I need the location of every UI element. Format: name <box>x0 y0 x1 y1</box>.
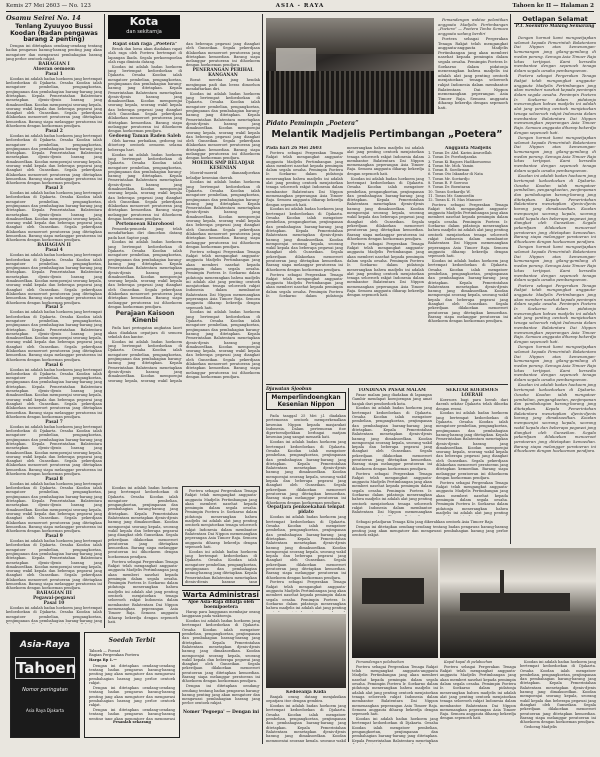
midleft-para: Pada tanggal 25 Mei j.l. diadakan pertemoean oentoek memperkenalkan kesenian Nippon kepada masjarakat Indonesia. Dalam pertemoean itoe dipertoendjoekkan berbagai matjam kesenian jang sangat menarik hati. <box>266 414 346 440</box>
col1-kicker: Osamu Seirei No. 14 <box>6 14 81 22</box>
col1-para: Koodan ini adalah badan hoekoem jang bertempat kedoedoekan di Djakarta. Oesaha Koodan ialah mengatoer pembelian, pengangkoetan, penjimpanan dan pembahagian barang-barang jang ditetapkan. Kepala Pemerintahan Balatentara menetapkan djenis-djenis barang jang dimaksoedkan. Koodan mempoenjai seorang kepala, seorang wakil kepala dan beberapa pegawai jang diangkat oleh Gunseikan. Segala pekerdjaan dilakoekan menoeroet peratoeran jang ditetapkan kemoedian. Barang siapa melanggar peratoeran ini dihoekoem dengan hoekoeman pendjara. <box>6 76 102 129</box>
warta-admin <box>182 590 260 740</box>
midright-title: TONDINAN PASAR MALAM <box>358 388 426 393</box>
center-para: Koodan ini adalah badan hoekoem jang bertempat kedoedoekan di Djakarta. Oesaha Koodan ialah mengatoer pembelian, pengangkoetan, penjimpanan dan pembahagian barang-barang jang ditetapkan. Kepala Pemerintahan Balatentara menetapkan djenis-djenis barang jang dimaksoedkan. Koodan mempoenjai seorang kepala, seorang wakil kepala dan beberapa pegawai jang diangkat oleh Gunseikan. Segala pekerdjaan dilakoekan menoeroet peratoeran jang ditetapkan kemoedian. Barang siapa melanggar peratoeran ini dihoekoem dengan hoekoeman pendjara. <box>266 207 343 272</box>
center-para: Koodan ini adalah badan hoekoem jang bertempat kedoedoekan di Djakarta. Oesaha Koodan ialah mengatoer pembelian, pengangkoetan, penjimpanan dan pembahagian barang-barang jang ditetapkan. Kepala Pemerintahan Balatentara menetapkan djenis-djenis barang jang dimaksoedkan. Koodan mempoenjai seorang kepala, seorang wakil kepala dan beberapa pegawai jang diangkat oleh Gunseikan. Segala pekerdjaan dilakoekan menoeroet peratoeran jang ditetapkan kemoedian. Barang siapa melanggar peratoeran ini dihoekoem dengan hoekoeman pendjara. <box>347 176 424 241</box>
col2-para: Koodan ini adalah badan hoekoem jang bertempat kedoedoekan di Djakarta. Oesaha Koodan ialah mengatoer pembelian, pengangkoetan, penjimpanan dan pembahagian barang-barang jang ditetapkan. Kepala Pemerintahan Balatentara menetapkan djenis-djenis barang jang dimaksoedkan. Koodan mempoenjai seorang kepala, seorang wakil kepala dan beberapa pegawai jang diangkat oleh Gunseikan. Segala pekerdjaan dilakoekan menoeroet peratoeran jang ditetapkan kemoedian. Barang siapa melanggar peratoeran ini dihoekoem dengan hoekoeman pendjara. <box>186 180 260 249</box>
midright-para: Poetera sebagai Pergerakan Tenaga Rakjat telah mengangkat anggauta-anggauta Madjelis Pertimbangan jang akan memberi nasehat kepada pemimpin dalam segala oesaha. Pemimpin Poetera Ir. Soekarno dalam pidatonja menerangkan bahwa madjelis ini adalah alat jang penting oentoek menjatoekan tenaga seloeroeh rakjat Indonesia dalam membantoe Balatentara Dai Nippon memenangkan <box>352 471 432 515</box>
divider <box>262 14 263 744</box>
top-photo <box>266 18 434 114</box>
kota-title: Kota <box>129 15 159 28</box>
harbour-photo <box>352 548 438 658</box>
names-item: 9. Toean Dr. Boentaran <box>428 185 471 190</box>
midleft-para: Koodan ini adalah badan hoekoem jang bertempat kedoedoekan di Djakarta. Oesaha Koodan ialah mengatoer pembelian, pengangkoetan, penjimpanan dan pembahagian barang-barang jang ditetapkan. Kepala Pemerintahan Balatentara menetapkan djenis-djenis barang jang dimaksoedkan. Koodan mempoenjai seorang kepala, seorang wakil kepala dan beberapa pegawai jang diangkat oleh Gunseikan. Segala pekerdjaan dilakoekan menoeroet peratoeran jang ditetapkan kemoedian. Barang siapa melanggar peratoeran ini dihoekoem dengan hoekoeman pendjara. <box>266 440 346 505</box>
midright-para: Koodan ini adalah badan hoekoem jang bertempat kedoedoekan di Djakarta. Oesaha Koodan ialah mengatoer pembelian, pengangkoetan, penjimpanan dan pembahagian barang-barang jang ditetapkan. Kepala Pemerintahan Balatentara menetapkan djenis-djenis barang jang dimaksoedkan. Koodan mempoenjai seorang kepala, seorang wakil kepala dan beberapa pegawai jang diangkat oleh Gunseikan. Segala pekerdjaan dilakoekan menoeroet peratoeran jang ditetapkan kemoedian. Barang siapa melanggar peratoeran ini dihoekoem dengan hoekoeman pendjara. <box>352 406 432 471</box>
col2-para: Koodan ini adalah badan hoekoem jang bertempat kedoedoekan di Djakarta. Oesaha Koodan ialah mengatoer pembelian, pengangkoetan, penjimpanan dan pembahagian barang-barang jang ditetapkan. Kepala Pemerintahan Balatentara menetapkan djenis-djenis barang jang dimaksoedkan. Koodan mempoenjai seorang kepala, seorang wakil kepala dan beberapa pegawai jang diangkat oleh Gunseikan. Segala pekerdjaan dilakoekan menoeroet peratoeran jang ditetapkan kemoedian. Barang siapa melanggar peratoeran ini dihoekoem dengan hoekoeman pendjara. <box>186 310 260 379</box>
midleft-para: Koodan ini adalah badan hoekoem jang bertempat kedoedoekan di Djakarta. Oesaha Koodan ialah mengatoer pembelian, pengangkoetan, penjimpanan dan pembahagian barang-barang jang ditetapkan. Kepala Pemerintahan Balatentara menetapkan djenis-djenis barang jang dimaksoedkan. Koodan mempoenjai seorang kepala, seorang wakil <box>266 704 346 742</box>
col1-para: Koodan ini adalah badan hoekoem jang bertempat kedoedoekan di Djakarta. Oesaha Koodan ialah mengatoer pembelian, pengangkoetan, penjimpanan dan pembahagian barang-barang jang ditetapkan. Kepala Pemerintahan Balatentara menetapkan djenis-djenis barang jang dimaksoedkan. Koodan mempoenjai seorang kepala, seorang wakil kepala dan beberapa pegawai jang diangkat oleh Gunseikan. Segala pekerdjaan dilakoekan menoeroet peratoeran jang ditetapkan kemoedian. Barang siapa melanggar peratoeran ini dihoekoem dengan hoekoeman pendjara. <box>6 253 102 305</box>
admin-subtitle: Ajoe Asia-Raja dibatja oleh boemipoetera <box>187 600 255 610</box>
col2-body <box>108 42 260 482</box>
col1-sec-12: BAHAGIAN III <box>36 591 72 597</box>
harbour-para: Koodan ini adalah badan hoekoem jang bertempat kedoedoekan di Djakarta. Oesaha Koodan ialah mengatoer pembelian, pengangkoetan, penjimpanan dan pembahagian barang-barang jang ditetapkan. Kepala Pemerintahan Balatentara menetapkan <box>352 717 438 743</box>
names-item: 5. Toean R. Soedirman <box>428 168 470 173</box>
col2-item-title: MOEDIK SMP BELADJAR KESENIAN <box>191 161 255 172</box>
col2-lower-para: Koodan ini adalah badan hoekoem jang bertempat kedoedoekan di Djakarta. Oesaha Koodan ialah mengatoer pembelian, pengangkoetan, penjimpanan dan pembahagian barang-barang jang ditetapkan. Kepala Pemerintahan Balatentara menetapkan djenis-djenis barang jang dimaksoedkan. Koodan mempoenjai seorang kepala, seorang wakil kepala dan beberapa pegawai jang diangkat oleh Gunseikan. Segala pekerdjaan dilakoekan menoeroet peratoeran jang ditetapkan kemoedian. Barang siapa melanggar peratoeran ini dihoekoem dengan hoekoeman pendjara. <box>108 486 178 559</box>
col1-para: Koodan ini adalah badan hoekoem jang bertempat kedoedoekan di Djakarta. Oesaha Koodan ialah mengatoer pembelian, pengangkoetan, penjimpanan dan pembahagian barang-barang jang ditetapkan. Kepala Pemerintahan Balatentara menetapkan djenis-djenis barang jang dimaksoedkan. Koodan mempoenjai seorang kepala, seorang wakil kepala dan beberapa pegawai jang diangkat oleh Gunseikan. Segala pekerdjaan dilakoekan menoeroet peratoeran jang ditetapkan kemoedian. Barang siapa melanggar peratoeran ini dihoekoem dengan hoekoeman pendjara. <box>6 424 102 476</box>
right-para: Poetera sebagai Pergerakan Tenaga Rakjat telah mengangkat anggauta-anggauta Madjelis Pertimbangan jang akan memberi nasehat kepada pemimpin dalam segala oesaha. Pemimpin Poetera Ir. Soekarno dalam pidatonja menerangkan bahwa madjelis ini adalah alat jang penting oentoek menjatoekan tenaga seloeroeh rakjat Indonesia dalam membantoe Balatentara Dai Nippon memenangkan peperangan Asia Timoer Raja. Semoea anggauta diharap bekerdja dengan sepenoeh hati. <box>514 282 596 344</box>
advert-foot: Asia Raya Djakarta <box>26 708 64 713</box>
advert2-line-1: Bagian Pergerakan Poetera <box>89 653 139 658</box>
right-para: Poetera sebagai Pergerakan Tenaga Rakjat telah mengangkat anggauta-anggauta Madjelis Pertimbangan jang akan memberi nasehat kepada pemimpin dalam segala oesaha. Pemimpin Poetera Ir. Soekarno dalam pidatonja menerangkan bahwa madjelis ini adalah alat jang penting oentoek menjatoekan tenaga seloeroeh rakjat Indonesia dalam membantoe Balatentara Dai Nippon memenangkan peperangan Asia Timoer Raja. Semoea anggauta diharap bekerdja dengan sepenoeh hati. <box>514 73 596 135</box>
col2-item-title: Perajaan Kaisoon Kinenbi <box>115 310 175 324</box>
caption-text: Pemandangan waktoe pelantikan anggauta Madjelis Pertimbangan „Poetera” — Poetera Tonbo Semoea anggauta sedang berdiri <box>438 18 508 36</box>
divider <box>348 388 349 742</box>
ships-photo <box>440 548 596 658</box>
col1-para: Koodan ini adalah badan hoekoem jang bertempat kedoedoekan di Djakarta. Oesaha Koodan ialah mengatoer pembelian, pengangkoetan, penjimpanan dan pembahagian barang-barang jang <box>6 606 102 624</box>
col1-head <box>6 15 102 44</box>
advert-subtitle: Nomor peringatan <box>22 687 68 693</box>
photo-crowd <box>266 71 434 114</box>
midright-para: Pasar malam jang diadakan di lapangan Gambir mendapat koenjoengan jang amat banjak dari pendoedoek kota. <box>352 393 432 406</box>
col1-para: Koodan ini adalah badan hoekoem jang bertempat kedoedoekan di Djakarta. Oesaha Koodan ialah mengatoer pembelian, pengangkoetan, penjimpanan dan pembahagian barang-barang jang ditetapkan. Kepala Pemerintahan Balatentara menetapkan djenis-djenis barang jang dimaksoedkan. Koodan mempoenjai seorang kepala, seorang wakil kepala dan beberapa pegawai jang diangkat oleh Gunseikan. Segala pekerdjaan dilakoekan menoeroet peratoeran jang ditetapkan kemoedian. Barang siapa melanggar peratoeran ini dihoekoem dengan hoekoeman pendjara. <box>6 481 102 534</box>
notice-para: Dengan ini ditetapkan oendang-oendang tentang badan pengawas barang-barang penting jang akan mengatoer dan mengawasi pembahagian barang jang perloe oentoek rakjat. <box>352 524 508 538</box>
col1-para: Koodan ini adalah badan hoekoem jang bertempat kedoedoekan di Djakarta. Oesaha Koodan ialah mengatoer pembelian, pengangkoetan, penjimpanan dan pembahagian barang-barang jang ditetapkan. Kepala Pemerintahan Balatentara menetapkan djenis-djenis barang jang dimaksoedkan. Koodan mempoenjai seorang kepala, seorang wakil kepala dan beberapa pegawai jang diangkat oleh Gunseikan. Segala pekerdjaan dilakoekan menoeroet peratoeran jang ditetapkan kemoedian. Barang siapa melanggar peratoeran ini dihoekoem dengan hoekoeman pendjara. <box>6 310 102 362</box>
names-list <box>428 151 508 203</box>
center-head <box>266 120 508 141</box>
midleft-title2: Oepatjara penkoekahan tempat pidato <box>267 505 345 516</box>
right-para: Dengan hormat kami mengoetjapkan selamat kepada Pemerintah Balatentara Dai Nippon atas kemenangan-kemenangan jang gilang-gemilang di medan perang. Semoga Asia Timoer Raja lekas tertjapai. Kami bersedia membantoe dengan sepenoeh tenaga dalam segala oesaha pembangoenan. <box>514 244 596 283</box>
kuda-photo <box>266 614 346 688</box>
col2-box-para: Poetera sebagai Pergerakan Tenaga Rakjat telah mengangkat anggauta-anggauta Madjelis Pertimbangan jang akan memberi nasehat kepada pemimpin dalam segala oesaha. Pemimpin Poetera Ir. Soekarno dalam pidatonja menerangkan bahwa madjelis ini adalah alat jang penting oentoek menjatoekan tenaga seloeroeh rakjat Indonesia dalam membantoe Balatentara Dai Nippon memenangkan peperangan Asia Timoer Raja. Semoea anggauta diharap bekerdja dengan sepenoeh hati. <box>185 489 257 549</box>
names-item: 1. Toean Dr. Abd. Karim Amroellah <box>428 151 492 155</box>
admin-title: Warta Administrasi <box>183 591 259 599</box>
top-photo-caption <box>438 18 508 114</box>
ships-para: Koodan ini adalah badan hoekoem jang bertempat kedoedoekan di Djakarta. Oesaha Koodan ialah mengatoer pembelian, pengangkoetan, penjimpanan dan pembahagian barang-barang jang ditetapkan. Kepala Pemerintahan Balatentara menetapkan djenis-djenis barang jang dimaksoedkan. Koodan mempoenjai seorang kepala, seorang wakil kepala dan beberapa pegawai jang diangkat oleh Gunseikan. Segala pekerdjaan dilakoekan menoeroet peratoeran jang ditetapkan kemoedian. Barang siapa melanggar peratoeran ini dihoekoem dengan hoekoeman pendjara. <box>520 660 596 725</box>
photo-caption: Gedoeng Madjelis <box>524 725 557 730</box>
col1-sec-4: Pasal 3 <box>45 186 63 192</box>
advert2-line-2: Harga Rp 1.— <box>89 657 117 662</box>
midleft-title: Memperlindoengkan Kesenian Nippon <box>266 392 346 410</box>
masthead: ASIA - RAYA <box>275 3 325 9</box>
admin-body <box>182 610 260 710</box>
col2-para: Koodan ini adalah badan hoekoem jang bertempat kedoedoekan di Djakarta. Oesaha Koodan ialah mengatoer pembelian, pengangkoetan, penjimpanan dan pembahagian barang-barang jang ditetapkan. Kepala Pemerintahan Balatentara menetapkan djenis-djenis barang jang dimaksoedkan. Koodan mempoenjai seorang kepala, seorang wakil kepala dan beberapa pegawai jang diangkat oleh Gunseikan. Segala pekerdjaan dilakoekan menoeroet peratoeran jang ditetapkan kemoedian. Barang siapa melanggar peratoeran ini dihoekoem dengan hoekoeman pendjara. <box>186 91 260 161</box>
advert2-line-3: Pesanlah sekarang <box>113 719 151 724</box>
col2-item-title: PENERANGAN PERIHAL KANGANAN <box>192 68 254 79</box>
advert2-para: Dengan ini ditetapkan oendang-oendang tentang badan pengawas barang-barang penting jang akan mengatoer dan mengawasi pembahagian barang jang perloe oentoek rakjat. <box>89 685 175 708</box>
col1-sec-6: Pasal 4 <box>45 248 63 254</box>
divider <box>510 14 511 544</box>
header-page: Tahoen ke II — Halaman 2 <box>512 3 594 9</box>
advert2-para: Dengan ini ditetapkan oendang-oendang tentang badan pengawas barang-barang penting jang akan mengatoer dan mengawasi <box>89 708 175 720</box>
col2-item-title: Rapat olah raga „Poetera” <box>112 42 178 47</box>
names-title: Anggauta Madjelis <box>444 146 492 151</box>
header-date: Kemis 27 Mei 2603 — No. 123 <box>6 3 91 9</box>
names-item: 3. Toean Ki Bagoes Hadikoesoemo <box>428 159 491 164</box>
col1-sec-9: Pasal 7 <box>45 419 63 425</box>
col2-para: Koodan ini adalah badan hoekoem jang bertempat kedoedoekan di Djakarta. Oesaha Koodan ialah mengatoer pembelian, pengangkoetan, penjimpanan dan pembahagian barang-barang jang ditetapkan. Kepala Pemerintahan Balatentara menetapkan djenis-djenis barang jang dimaksoedkan. Koodan mempoenjai seorang kepala, seorang wakil kepala dan beberapa pegawai jang diangkat oleh Gunseikan. Segala pekerdjaan dilakoekan menoeroet peratoeran jang ditetapkan kemoedian. Barang siapa melanggar peratoeran ini dihoekoem dengan hoekoeman pendjara. <box>108 240 182 309</box>
names-para: Poetera sebagai Pergerakan Tenaga Rakjat telah mengangkat anggauta-anggauta Madjelis Pertimbangan jang akan memberi nasehat kepada pemimpin dalam segala oesaha. Pemimpin Poetera Ir. Soekarno dalam pidatonja menerangkan bahwa madjelis ini adalah alat jang penting oentoek menjatoekan tenaga seloeroeh rakjat Indonesia dalam membantoe Balatentara Dai Nippon memenangkan peperangan Asia Timoer Raja. Semoea anggauta diharap bekerdja dengan sepenoeh hati. <box>428 202 508 259</box>
harbour-caption <box>352 660 438 744</box>
col2-item-body: Pada hari peringatan angkatan laoet akan diadakan oepatjara di semoea sekolah dan kantor. <box>108 326 182 339</box>
right-para: Dengan hormat kami mengoetjapkan selamat kepada Pemerintah Balatentara Dai Nippon atas kemenangan-kemenangan jang gilang-gemilang di medan perang. Semoga Asia Timoer Raja lekas tertjapai. Kami bersedia membantoe dengan sepenoeh tenaga dalam segala oesaha pembangoenan. <box>514 344 596 383</box>
midright-title2: SEKITAR KOERSOES LOERAH <box>445 388 499 398</box>
col1-title: Tenlang Zyuuyoo Bussi Koodan (Badan pengawas barang 2 penting) <box>10 23 98 44</box>
right-title: Oetlapan Selamat <box>514 15 596 24</box>
ships-caption <box>440 660 596 744</box>
midright-para: Koodan ini adalah badan hoekoem jang bertempat kedoedoekan di Djakarta. Oesaha Koodan ialah mengatoer pembelian, pengangkoetan, penjimpanan dan pembahagian barang-barang jang ditetapkan. Kepala Pemerintahan Balatentara menetapkan djenis-djenis barang jang dimaksoedkan. Koodan mempoenjai seorang kepala, seorang wakil kepala dan beberapa pegawai jang diangkat oleh Gunseikan. Segala pekerdjaan dilakoekan menoeroet peratoeran jang ditetapkan kemoedian. Barang siapa melanggar peratoeran ini dihoekoem dengan hoekoeman pendjara. <box>436 411 508 480</box>
advert2-para: Dengan ini ditetapkan oendang-oendang tentang badan pengawas barang-barang penting jang akan mengatoer dan mengawasi pembahagian barang jang perloe oentoek rakjat. <box>89 663 175 686</box>
col2-box-para: Koodan ini adalah badan hoekoem jang bertempat kedoedoekan di Djakarta. Oesaha Koodan ialah mengatoer pembelian, pengangkoetan, penjimpanan dan pembahagian barang-barang jang ditetapkan. Kepala Pemerintahan Balatentara menetapkan djenis-djenis barang jang <box>185 549 257 583</box>
center-para: Poetera sebagai Pergerakan Tenaga Rakjat telah mengangkat anggauta-anggauta Madjelis Pertimbangan jang akan memberi nasehat kepada pemimpin dalam segala oesaha. Pemimpin Poetera Ir. Soekarno dalam pidatonja menerangkan bahwa madjelis ini adalah alat jang penting oentoek menjatoekan tenaga seloeroeh rakjat Indonesia dalam membantoe Balatentara Dai Nippon memenangkan peperangan Asia Timoer Raja. Semoea anggauta diharap bekerdja dengan sepenoeh hati. <box>266 151 343 207</box>
page-header <box>6 2 594 12</box>
right-subtitle: P.T. Soemitro Malang Semarang <box>515 24 595 29</box>
divider <box>104 14 105 628</box>
center-title: Melantik Madjelis Pertimbangan „Poetera” <box>271 129 503 140</box>
notice-text: Sebagai peladjaran Tenaga Kita jang dikerahkan oentoek Asia Timoer Raja <box>356 520 493 524</box>
photo-caption: Pemandangan pelaboehan <box>356 660 404 664</box>
notice-strip <box>352 520 508 546</box>
admin-bottom: Nomer 'Pegoepa' — Dengan ini <box>183 710 259 715</box>
admin-para: Dengan ini ditetapkan oendang-oendang tentang badan pengawas barang-barang penting jang akan mengatoer dan mengawasi pembahagian barang jang perloe oentoek rakjat. <box>182 684 260 706</box>
col2-lower-para: Poetera sebagai Pergerakan Tenaga Rakjat telah mengangkat anggauta-anggauta Madjelis Pertimbangan jang akan memberi nasehat kepada pemimpin dalam segala oesaha. Pemimpin Poetera Ir. Soekarno dalam pidatonja menerangkan bahwa madjelis ini adalah alat jang penting oentoek menjatoekan tenaga seloeroeh rakjat Indonesia dalam membantoe Balatentara Dai Nippon memenangkan peperangan Asia Timoer Raja. Semoea anggauta diharap bekerdja dengan sepenoeh hati. <box>108 559 178 624</box>
col1-body <box>6 44 102 624</box>
col1-sec-0: BAHAGIAN I <box>38 61 70 67</box>
harbour-para: Poetera sebagai Pergerakan Tenaga Rakjat telah mengangkat anggauta-anggauta Madjelis Pertimbangan jang akan memberi nasehat kepada pemimpin dalam segala oesaha. Pemimpin Poetera Ir. Soekarno dalam pidatonja menerangkan bahwa madjelis ini adalah alat jang penting oentoek menjatoekan tenaga seloeroeh rakjat Indonesia dalam membantoe Balatentara Dai Nippon memenangkan peperangan Asia Timoer Raja. Semoea anggauta diharap bekerdja dengan sepenoeh hati. <box>352 664 438 717</box>
right-para: Dengan hormat kami mengoetjapkan selamat kepada Pemerintah Balatentara Dai Nippon atas kemenangan-kemenangan jang gilang-gemilang di medan perang. Semoga Asia Timoer Raja lekas tertjapai. Kami bersedia membantoe dengan sepenoeh tenaga dalam segala oesaha pembangoenan. <box>514 134 596 173</box>
col1-sec-13: Pegawai-pegawai <box>32 596 76 602</box>
advert2-title: Soedah Terbit <box>108 637 156 644</box>
names-item: 7. Toean Mr. Soetardjo <box>428 176 470 181</box>
col1-sec-7: Pasal 5 <box>45 305 63 311</box>
kota-banner <box>108 15 180 39</box>
col1-para: Koodan ini adalah badan hoekoem jang bertempat kedoedoekan di Djakarta. Oesaha Koodan ialah mengatoer pembelian, pengangkoetan, penjimpanan dan pembahagian barang-barang jang ditetapkan. Kepala Pemerintahan Balatentara menetapkan djenis-djenis barang jang dimaksoedkan. Koodan mempoenjai seorang kepala, seorang wakil kepala dan beberapa pegawai jang diangkat oleh Gunseikan. Segala pekerdjaan dilakoekan menoeroet peratoeran jang ditetapkan kemoedian. Barang siapa melanggar peratoeran ini dihoekoem dengan hoekoeman pendjara. <box>6 539 102 591</box>
col2-item-title: Pertemoean Kinrohoosi <box>115 221 175 227</box>
caption-para: Poetera sebagai Pergerakan Tenaga Rakjat telah mengangkat anggauta-anggauta Madjelis Pertimbangan jang akan memberi nasehat kepada pemimpin dalam segala oesaha. Pemimpin Poetera Ir. Soekarno dalam pidatonja menerangkan bahwa madjelis ini adalah alat jang penting oentoek menjatoekan tenaga seloeroeh rakjat Indonesia dalam membantoe Balatentara Dai Nippon memenangkan peperangan Asia Timoer Raja. Semoea anggauta diharap bekerdja dengan sepenoeh hati. <box>438 35 508 110</box>
col2-para: Koodan ini adalah badan hoekoem jang bertempat kedoedoekan di Djakarta. Oesaha Koodan ialah mengatoer pembelian, pengangkoetan, penjimpanan dan pembahagian barang-barang jang ditetapkan. Kepala Pemerintahan Balatentara menetapkan djenis-djenis barang jang dimaksoedkan. Koodan mempoenjai seorang kepala, seorang wakil kepala dan beberapa pegawai jang diangkat oleh Gunseikan. Segala pekerdjaan dilakoekan menoeroet peratoeran jang ditetapkan kemoedian. Barang siapa melanggar peratoeran ini dihoekoem dengan hoekoeman pendjara. <box>108 42 260 383</box>
col2-item-title: Gedoeng Taman Raden Saleh <box>109 134 181 140</box>
col2-item-body: Pemoeda-pemoeda jang telah mendaftarkan diri dimoehon datang pada hari Saptoe pagi. <box>108 226 182 240</box>
right-body <box>514 36 596 542</box>
col2-item-body: Besok dan loesa akan diadakan rapat olah raga oleh Poetera bertempat di lapangan Ikada. Segala perkoempoelan olah raga diminta datang. <box>108 47 182 64</box>
col1-sec-14: Pasal 10 <box>43 601 65 607</box>
midright-body2 <box>436 388 508 516</box>
admin-para: Koodan ini adalah badan hoekoem jang bertempat kedoedoekan di Djakarta. Oesaha Koodan ialah mengatoer pembelian, pengangkoetan, penjimpanan dan pembahagian barang-barang jang ditetapkan. Kepala Pemerintahan Balatentara menetapkan djenis-djenis barang jang dimaksoedkan. Koodan mempoenjai seorang kepala, seorang wakil kepala dan beberapa pegawai jang diangkat oleh Gunseikan. Segala pekerdjaan dilakoekan menoeroet peratoeran jang ditetapkan kemoedian. Barang siapa melanggar peratoeran ini dihoekoem dengan hoekoeman pendjara. <box>182 619 260 684</box>
col1-sec-10: Pasal 8 <box>45 476 63 482</box>
names-item: 4. Toean Mr. Moh. Yamin <box>428 163 474 168</box>
names-item: 2. Toean Dr. Poerbatjaraka <box>428 155 477 160</box>
midright-body <box>352 388 432 516</box>
col1-sec-1: Atoeran oemoem <box>33 66 75 72</box>
center-body <box>266 146 424 380</box>
col2-item-body: Oleh karena perbaikan, gedoeng ini ditoetoep oentoek oemoem selama beberapa hari. <box>108 139 182 152</box>
col1-para: Koodan ini adalah badan hoekoem jang bertempat kedoedoekan di Djakarta. Oesaha Koodan ialah mengatoer pembelian, pengangkoetan, penjimpanan dan pembahagian barang-barang jang ditetapkan. Kepala Pemerintahan Balatentara menetapkan djenis-djenis barang jang dimaksoedkan. Koodan mempoenjai seorang kepala, seorang wakil kepala dan beberapa pegawai jang diangkat oleh Gunseikan. Segala pekerdjaan dilakoekan menoeroet peratoeran jang ditetapkan kemoedian. Barang siapa melanggar peratoeran ini dihoekoem dengan hoekoeman pendjara. <box>6 133 102 186</box>
kuda-article <box>266 690 346 742</box>
midleft-para: Poetera sebagai Pergerakan Tenaga Rakjat telah mengangkat anggauta-anggauta Madjelis Pertimbangan jang akan memberi nasehat kepada pemimpin dalam segala oesaha. Pemimpin Poetera Ir. Soekarno dalam pidatonja menerangkan bahwa madjelis ini adalah alat jang penting <box>266 580 346 611</box>
col2-para: Koodan ini adalah badan hoekoem jang bertempat kedoedoekan di Djakarta. Oesaha Koodan ialah mengatoer pembelian, pengangkoetan, penjimpanan dan pembahagian barang-barang jang ditetapkan. Kepala Pemerintahan Balatentara menetapkan djenis-djenis barang jang dimaksoedkan. Koodan mempoenjai seorang kepala, seorang wakil kepala dan beberapa pegawai jang diangkat oleh Gunseikan. Segala pekerdjaan dilakoekan menoeroet peratoeran jang ditetapkan kemoedian. Barang siapa melanggar peratoeran ini dihoekoem dengan hoekoeman pendjara. <box>108 64 182 134</box>
midleft-title3: Kedoeanja Kuda <box>285 690 327 695</box>
photo-mast <box>500 570 504 594</box>
col1-sec-2: Pasal 1 <box>45 71 63 77</box>
center-names <box>428 146 508 380</box>
right-para: Koodan ini adalah badan hoekoem jang bertempat kedoedoekan di Djakarta. Oesaha Koodan ialah mengatoer pembelian, pengangkoetan, penjimpanan dan pembahagian barang-barang jang ditetapkan. Kepala Pemerintahan Balatentara menetapkan djenis-djenis barang jang dimaksoedkan. Koodan mempoenjai seorang kepala, seorang wakil kepala dan beberapa pegawai jang diangkat oleh Gunseikan. Segala pekerdjaan dilakoekan menoeroet peratoeran jang ditetapkan kemoedian. Barang siapa melanggar peratoeran ini dihoekoem dengan hoekoeman pendjara. <box>514 382 596 454</box>
divider <box>266 384 508 385</box>
col2-para: Koodan ini adalah badan hoekoem jang bertempat kedoedoekan di Djakarta. Oesaha Koodan ialah mengatoer pembelian, pengangkoetan, penjimpanan dan pembahagian barang-barang jang ditetapkan. Kepala Pemerintahan Balatentara menetapkan djenis-djenis barang jang dimaksoedkan. Koodan mempoenjai seorang kepala, seorang wakil kepala dan beberapa pegawai jang diangkat oleh Gunseikan. Segala pekerdjaan dilakoekan menoeroet peratoeran jang ditetapkan kemoedian. Barang siapa melanggar peratoeran ini dihoekoem dengan hoekoeman pendjara. <box>108 152 182 222</box>
col1-intro: Dengan ini ditetapkan oendang-oendang tentang badan pengawas barang-barang penting jang akan mengatoer dan mengawasi pembahagian barang jang perloe oentoek rakjat. <box>6 44 102 61</box>
col1-para: Koodan ini adalah badan hoekoem jang bertempat kedoedoekan di Djakarta. Oesaha Koodan ialah mengatoer pembelian, pengangkoetan, penjimpanan dan pembahagian barang-barang jang ditetapkan. Kepala Pemerintahan Balatentara menetapkan djenis-djenis barang jang dimaksoedkan. Koodan mempoenjai seorang kepala, seorang wakil kepala dan beberapa pegawai jang diangkat oleh Gunseikan. Segala pekerdjaan dilakoekan menoeroet peratoeran jang ditetapkan kemoedian. Barang siapa melanggar peratoeran ini dihoekoem dengan hoekoeman pendjara. <box>6 367 102 419</box>
kota-subtitle: dan sekitarnja <box>126 29 162 35</box>
col2-item-body: Moerid-moerid dianandjoerkan beladjar kesenian daerah. <box>186 171 260 180</box>
col2-para: Poetera sebagai Pergerakan Tenaga Rakjat telah mengangkat anggauta-anggauta Madjelis Pertimbangan jang akan memberi nasehat kepada pemimpin dalam segala oesaha. Pemimpin Poetera Ir. Soekarno dalam pidatonja menerangkan bahwa madjelis ini adalah alat jang penting oentoek menjatoekan tenaga seloeroeh rakjat Indonesia dalam membantoe Balatentara Dai Nippon memenangkan peperangan Asia Timoer Raja. Semoea anggauta diharap bekerdja dengan sepenoeh hati. <box>186 249 260 310</box>
photo-building <box>362 578 424 604</box>
midright-para: Poetera sebagai Pergerakan Tenaga Rakjat telah mengangkat anggauta-anggauta Madjelis Pertimbangan jang akan memberi nasehat kepada pemimpin dalam segala oesaha. Pemimpin Poetera Ir. Soekarno dalam pidatonja menerangkan bahwa madjelis ini adalah alat jang penting <box>436 480 508 515</box>
photo-caption: Kapal-kapal di pelaboehan <box>444 660 493 664</box>
names-item: 11. Toean Mr. Samsoedin <box>428 193 475 198</box>
center-dateline: Pada hari 26 Mei 2603 <box>266 146 322 151</box>
midleft-head <box>266 388 346 410</box>
col1-sec-5: BAHAGIAN II <box>37 243 71 249</box>
midleft-para: Banjak orang datang menjaksikan oepatjara itoe dengan gembira. <box>266 695 346 704</box>
photo-ship <box>460 593 570 611</box>
center-kicker: Pidato Pemimpin „Poetera” <box>266 120 359 127</box>
center-para: Poetera sebagai Pergerakan Tenaga Rakjat telah mengangkat anggauta-anggauta Madjelis Pertimbangan jang akan memberi nasehat kepada pemimpin dalam segala oesaha. Pemimpin Poetera Ir. Soekarno dalam pidatonja menerangkan bahwa madjelis ini adalah alat jang penting oentoek menjatoekan tenaga seloeroeh rakjat Indonesia dalam membantoe Balatentara Dai Nippon memenangkan peperangan Asia Timoer Raja. Semoea anggauta diharap bekerdja dengan sepenoeh hati. <box>347 241 424 298</box>
col1-sec-8: Pasal 6 <box>45 362 63 368</box>
midleft-kicker: Djawatan Sjoobun <box>266 387 312 392</box>
col1-para: Koodan ini adalah badan hoekoem jang bertempat kedoedoekan di Djakarta. Oesaha Koodan ialah mengatoer pembelian, pengangkoetan, penjimpanan dan pembahagian barang-barang jang ditetapkan. Kepala Pemerintahan Balatentara menetapkan djenis-djenis barang jang dimaksoedkan. Koodan mempoenjai seorang kepala, seorang wakil kepala dan beberapa pegawai jang diangkat oleh Gunseikan. Segala pekerdjaan dilakoekan menoeroet peratoeran jang ditetapkan kemoedian. Barang siapa melanggar peratoeran ini dihoekoem dengan hoekoeman pendjara. <box>6 191 102 243</box>
admin-para: Harap para langganan membajar oeang langganan pada waktoenja. <box>182 610 260 619</box>
advert2-line-0: Taboeh — Poesat <box>89 649 121 653</box>
names-item: 10. Toean Soekardjo W. <box>428 189 471 194</box>
advert-brand: Asia-Raya <box>20 640 70 650</box>
names-item: 12. Toean K. H. Mas Mansoer <box>428 198 483 203</box>
right-head <box>514 15 596 29</box>
advert-title: Tahoen <box>16 659 77 677</box>
ships-para: Poetera sebagai Pergerakan Tenaga Rakjat telah mengangkat anggauta-anggauta Madjelis Pertimbangan jang akan memberi nasehat kepada pemimpin dalam segala oesaha. Pemimpin Poetera Ir. Soekarno dalam pidatonja menerangkan bahwa madjelis ini adalah alat jang penting oentoek menjatoekan tenaga seloeroeh rakjat Indonesia dalam membantoe Balatentara Dai Nippon memenangkan peperangan Asia Timoer Raja. Semoea anggauta diharap bekerdja dengan sepenoeh hati. <box>440 664 516 721</box>
soedah-terbit-advert <box>84 632 180 738</box>
midleft-body <box>266 414 346 612</box>
col2-box <box>182 486 260 586</box>
center-para: Poetera sebagai Pergerakan Tenaga Rakjat telah mengangkat anggauta-anggauta Madjelis Pertimbangan jang akan memberi nasehat kepada pemimpin dalam segala oesaha. Pemimpin Poetera Ir. Soekarno dalam pidatonja menerangkan bahwa madjelis ini adalah alat jang penting oentoek menjatoekan tenaga seloeroeh rakjat Indonesia dalam membantoe Balatentara Dai Nippon memenangkan peperangan Asia Timoer Raja. Semoea anggauta diharap bekerdja dengan sepenoeh hati. <box>266 146 424 298</box>
asia-raya-advert <box>10 632 80 738</box>
col2-lower <box>108 486 178 626</box>
right-para: Dengan hormat kami mengoetjapkan selamat kepada Pemerintah Balatentara Dai Nippon atas kemenangan-kemenangan jang gilang-gemilang di medan perang. Semoga Asia Timoer Raja lekas tertjapai. Kami bersedia membantoe dengan sepenoeh tenaga dalam segala oesaha pembangoenan. <box>514 36 596 73</box>
right-para: Koodan ini adalah badan hoekoem jang bertempat kedoedoekan di Djakarta. Oesaha Koodan ialah mengatoer pembelian, pengangkoetan, penjimpanan dan pembahagian barang-barang jang ditetapkan. Kepala Pemerintahan Balatentara menetapkan djenis-djenis barang jang dimaksoedkan. Koodan mempoenjai seorang kepala, seorang wakil kepala dan beberapa pegawai jang diangkat oleh Gunseikan. Segala pekerdjaan dilakoekan menoeroet peratoeran jang ditetapkan kemoedian. Barang siapa melanggar peratoeran ini dihoekoem dengan hoekoeman pendjara. <box>514 173 596 245</box>
col1-sec-3: Pasal 2 <box>45 128 63 134</box>
names-item: 6. Toean Oto Iskandar di Nata <box>428 172 483 177</box>
midleft-para: Koodan ini adalah badan hoekoem jang bertempat kedoedoekan di Djakarta. Oesaha Koodan ialah mengatoer pembelian, pengangkoetan, penjimpanan dan pembahagian barang-barang jang ditetapkan. Kepala Pemerintahan Balatentara menetapkan djenis-djenis barang jang dimaksoedkan. Koodan mempoenjai seorang kepala, seorang wakil kepala dan beberapa pegawai jang diangkat oleh Gunseikan. Segala pekerdjaan dilakoekan menoeroet peratoeran jang ditetapkan kemoedian. Barang siapa melanggar peratoeran ini dihoekoem dengan hoekoeman pendjara. <box>266 515 346 580</box>
advert2-body <box>89 664 175 720</box>
col1-sec-11: Pasal 9 <box>45 534 63 540</box>
names-item: 8. Toean R. P. Soeroso <box>428 181 469 186</box>
col2-item-body: Boeat mereka jang hendak menjimpan padi dan beras dimoehon mendaftarkan diri. <box>186 78 260 91</box>
names-para: Koodan ini adalah badan hoekoem jang bertempat kedoedoekan di Djakarta. Oesaha Koodan ialah mengatoer pembelian, pengangkoetan, penjimpanan dan pembahagian barang-barang jang ditetapkan. Kepala Pemerintahan Balatentara menetapkan djenis-djenis barang jang dimaksoedkan. Koodan mempoenjai seorang kepala, seorang wakil kepala dan beberapa pegawai jang diangkat oleh Gunseikan. Segala pekerdjaan dilakoekan menoeroet peratoeran jang ditetapkan kemoedian. Barang siapa melanggar peratoeran ini dihoekoem dengan hoekoeman pendjara. <box>428 259 508 324</box>
col2-box-body <box>185 489 257 583</box>
midright-para: Koersoes bagi para loerah dari daerah sekitar Djakarta telah diboeka dengan resmi. <box>436 398 508 411</box>
